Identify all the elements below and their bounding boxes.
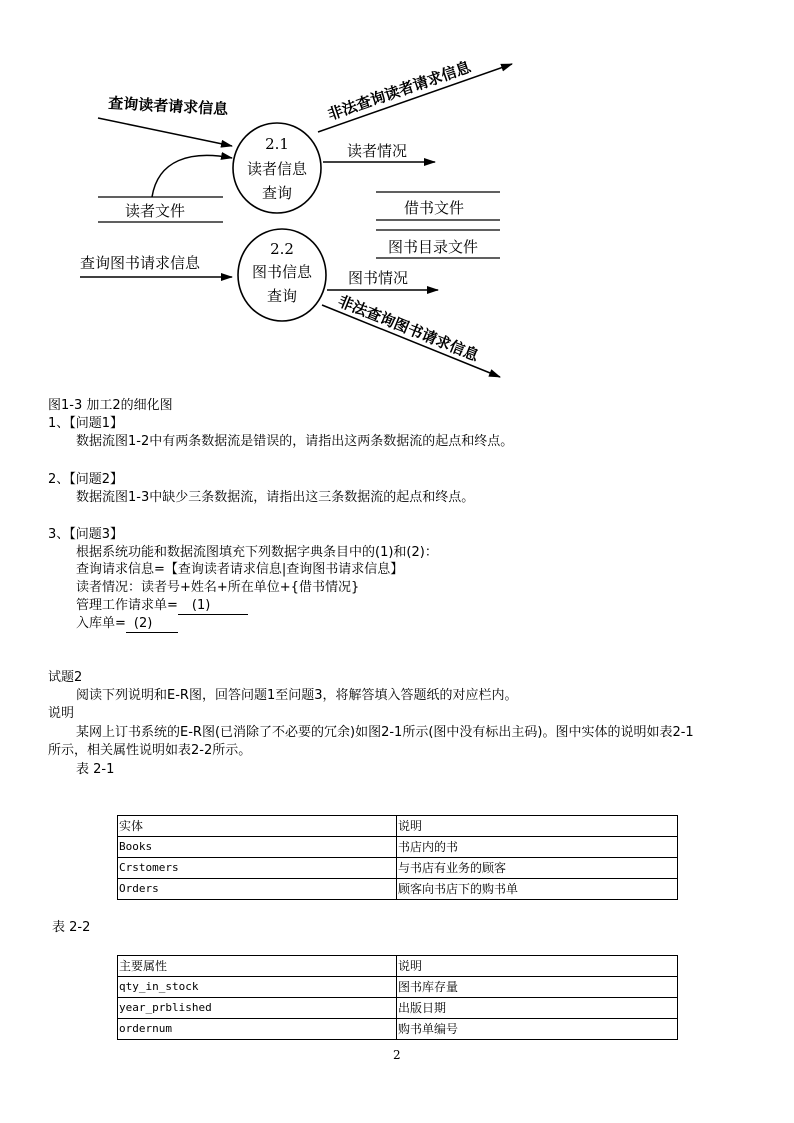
flow-line-reader-file [152, 155, 232, 197]
dictionary-entry-storage-label: 入库单= [76, 616, 126, 631]
table-cell: ordernum [118, 1019, 397, 1040]
process-2-1-line2: 查询 [261, 184, 293, 202]
description-line-1: 某网上订书系统的E-R图(已消除了不必要的冗余)如图2-1所示(图中没有标出主码)。图中实体的说明如表2-1 [76, 725, 694, 740]
table-header-cell: 主要属性 [118, 956, 397, 977]
table-cell: 出版日期 [397, 998, 678, 1019]
question-1-body: 数据流图1-2中有两条数据流是错误的，请指出这两条数据流的起点和终点。 [76, 434, 514, 449]
table-cell: year_prblished [118, 998, 397, 1019]
table-cell: Orders [118, 879, 397, 900]
dictionary-entry-reader: 读者情况：读者号+姓名+所在单位+{借书情况} [76, 580, 360, 595]
dictionary-entry-query: 查询请求信息=【查询读者请求信息|查询图书请求信息】 [76, 562, 404, 577]
question-3-body: 根据系统功能和数据流图填充下列数据字典条目中的(1)和(2)： [76, 545, 438, 560]
table-header-cell: 说明 [397, 816, 678, 837]
table-header-cell: 实体 [118, 816, 397, 837]
table-row [118, 977, 678, 998]
store-reader-file-label: 读者文件 [125, 202, 186, 220]
test-2-title: 试题2 [48, 670, 83, 685]
table-cell: 购书单编号 [397, 1019, 678, 1040]
table-cell: Books [118, 837, 397, 858]
label-illegal-reader: 非法查询读者请求信息 [325, 57, 474, 124]
table-cell: 顾客向书店下的购书单 [397, 879, 678, 900]
table-row [118, 858, 678, 879]
label-reader-status: 读者情况 [347, 142, 408, 160]
dictionary-entry-request-label: 管理工作请求单= [76, 598, 178, 613]
process-2-2-number: 2.2 [270, 240, 294, 258]
table-row [118, 956, 678, 977]
blank-1: (1) [178, 598, 248, 615]
table-row [118, 1019, 678, 1040]
page-number: 2 [393, 1048, 401, 1062]
store-borrow-file-label: 借书文件 [404, 199, 465, 217]
flow-line-illegal-reader [318, 64, 512, 132]
dictionary-entry-request [76, 598, 248, 615]
process-2-2-line1: 图书信息 [251, 263, 313, 281]
process-2-1-line1: 读者信息 [246, 160, 308, 178]
store-catalog-file-label: 图书目录文件 [388, 238, 479, 256]
data-flow-diagram [60, 40, 530, 395]
table-2-2 [117, 955, 678, 1040]
dictionary-entry-storage [76, 616, 178, 633]
flow-line-query-reader [98, 118, 232, 146]
table-cell: 与书店有业务的顾客 [397, 858, 678, 879]
question-1-heading: 1、【问题1】 [48, 416, 124, 431]
label-query-book: 查询图书请求信息 [80, 254, 201, 272]
process-2-2-line2: 查询 [266, 287, 298, 305]
table-cell: 书店内的书 [397, 837, 678, 858]
process-2-1-number: 2.1 [265, 135, 289, 153]
table-row [118, 998, 678, 1019]
table-row [118, 837, 678, 858]
label-book-status: 图书情况 [348, 269, 409, 287]
label-illegal-book: 非法查询图书请求信息 [335, 292, 482, 365]
table-cell: Crstomers [118, 858, 397, 879]
table-2-1-caption: 表 2-1 [76, 762, 115, 777]
table-row [118, 879, 678, 900]
blank-2: (2) [126, 616, 178, 633]
section-heading: 说明 [48, 706, 75, 721]
test-2-intro: 阅读下列说明和E-R图，回答问题1至问题3，将解答填入答题纸的对应栏内。 [76, 688, 518, 703]
table-cell: 图书库存量 [397, 977, 678, 998]
flow-line-illegal-book [322, 305, 500, 377]
table-2-1 [117, 815, 678, 900]
question-2-heading: 2、【问题2】 [48, 472, 124, 487]
table-cell: qty_in_stock [118, 977, 397, 998]
label-query-reader: 查询读者请求信息 [107, 94, 229, 119]
figure-caption: 图1-3 加工2的细化图 [48, 398, 173, 413]
table-header-cell: 说明 [397, 956, 678, 977]
table-row [118, 816, 678, 837]
table-2-2-caption: 表 2-2 [52, 920, 91, 935]
question-3-heading: 3、【问题3】 [48, 527, 124, 542]
question-2-body: 数据流图1-3中缺少三条数据流，请指出这三条数据流的起点和终点。 [76, 490, 475, 505]
description-line-2: 所示，相关属性说明如表2-2所示。 [48, 743, 252, 758]
